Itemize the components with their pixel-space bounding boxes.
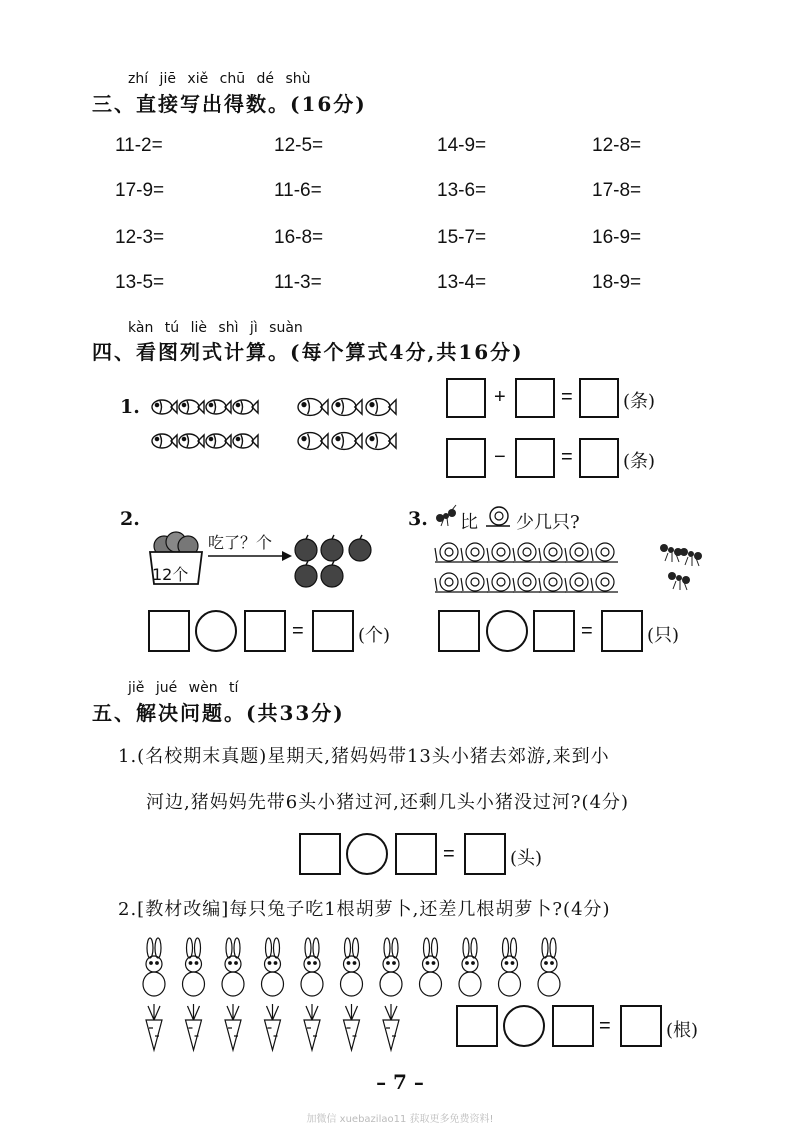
question-number: 3. <box>408 508 428 530</box>
equals-sign: = <box>561 386 573 408</box>
section4-heading: 四、看图列式计算。(每个算式4分,共16分) <box>92 340 524 364</box>
answer-box[interactable] <box>601 610 643 652</box>
equation: 13-6= <box>437 180 487 201</box>
answer-box[interactable] <box>579 378 619 418</box>
equation: 17-9= <box>115 180 165 201</box>
section4-pinyin: kàn tú liè shì jì suàn <box>128 320 303 336</box>
answer-box[interactable] <box>552 1005 594 1047</box>
compare-word: 比 <box>460 512 478 533</box>
answer-box[interactable] <box>579 438 619 478</box>
equation: 16-9= <box>592 227 642 248</box>
operator-circle[interactable] <box>346 833 388 875</box>
answer-box[interactable] <box>533 610 575 652</box>
question-text: 少几只? <box>516 512 580 533</box>
equals-sign: = <box>561 446 573 468</box>
fish-group-icon <box>150 393 430 463</box>
answer-box[interactable] <box>299 833 341 875</box>
answer-box[interactable] <box>464 833 506 875</box>
equation: 11-6= <box>274 180 322 201</box>
answer-box[interactable] <box>515 438 555 478</box>
equals-sign: = <box>581 620 593 642</box>
unit-label: (根) <box>666 1020 699 1041</box>
section5-pinyin: jiě jué wèn tí <box>128 680 239 696</box>
answer-box[interactable] <box>244 610 286 652</box>
plus-sign: + <box>494 386 506 408</box>
answer-box[interactable] <box>395 833 437 875</box>
arrow-icon <box>208 550 292 562</box>
minus-sign: − <box>494 446 506 468</box>
equation: 14-9= <box>437 135 487 156</box>
ants-group-icon <box>654 538 702 600</box>
unit-label: (头) <box>510 848 543 869</box>
unit-label: (只) <box>647 625 680 646</box>
page-number: – 7 – <box>376 1070 424 1094</box>
footer-watermark: 加微信 xuebazilao11 获取更多免费资料! <box>306 1114 494 1125</box>
equation: 13-4= <box>437 272 487 293</box>
equation: 18-9= <box>592 272 642 293</box>
ant-icon <box>434 504 458 528</box>
equation: 12-3= <box>115 227 165 248</box>
eaten-label: 吃了？个 <box>208 533 273 552</box>
section3-pinyin: zhí jiē xiě chū dé shù <box>128 71 311 87</box>
question-number: 2. <box>120 508 140 530</box>
answer-box[interactable] <box>456 1005 498 1047</box>
equals-sign: = <box>292 620 304 642</box>
equation: 17-8= <box>592 180 642 201</box>
carrots-row-icon <box>140 1004 420 1052</box>
section5-heading: 五、解决问题。(共33分) <box>92 701 345 725</box>
answer-box[interactable] <box>148 610 190 652</box>
equation: 11-2= <box>115 135 163 156</box>
basket-label: 12个 <box>152 565 189 584</box>
equation: 16-8= <box>274 227 324 248</box>
question-number: 1. <box>120 396 140 418</box>
unit-label: (条) <box>623 391 656 412</box>
equation: 12-5= <box>274 135 324 156</box>
equals-sign: = <box>443 843 455 865</box>
answer-box[interactable] <box>446 438 486 478</box>
problem1-line1: 1.(名校期末真题)星期天,猪妈妈带13头小猪去郊游,来到小 <box>118 746 610 767</box>
equation: 11-3= <box>274 272 322 293</box>
section3-heading: 三、直接写出得数。(16分) <box>92 92 367 116</box>
answer-box[interactable] <box>620 1005 662 1047</box>
answer-box[interactable] <box>515 378 555 418</box>
equation: 12-8= <box>592 135 642 156</box>
problem2-text: 2.[教材改编]每只兔子吃1根胡萝卜,还差几根胡萝卜?(4分) <box>118 899 611 920</box>
snail-icon <box>484 504 512 528</box>
equation: 13-5= <box>115 272 165 293</box>
operator-circle[interactable] <box>486 610 528 652</box>
answer-box[interactable] <box>312 610 354 652</box>
problem1-line2: 河边,猪妈妈先带6头小猪过河,还剩几头小猪没过河?(4分) <box>146 792 630 813</box>
unit-label: (条) <box>623 451 656 472</box>
operator-circle[interactable] <box>195 610 237 652</box>
snails-group-icon <box>432 540 632 598</box>
answer-box[interactable] <box>446 378 486 418</box>
operator-circle[interactable] <box>503 1005 545 1047</box>
equation: 15-7= <box>437 227 487 248</box>
equals-sign: = <box>599 1015 611 1037</box>
unit-label: (个) <box>358 625 391 646</box>
apples-icon <box>294 535 384 593</box>
answer-box[interactable] <box>438 610 480 652</box>
rabbits-row-icon <box>140 938 580 998</box>
